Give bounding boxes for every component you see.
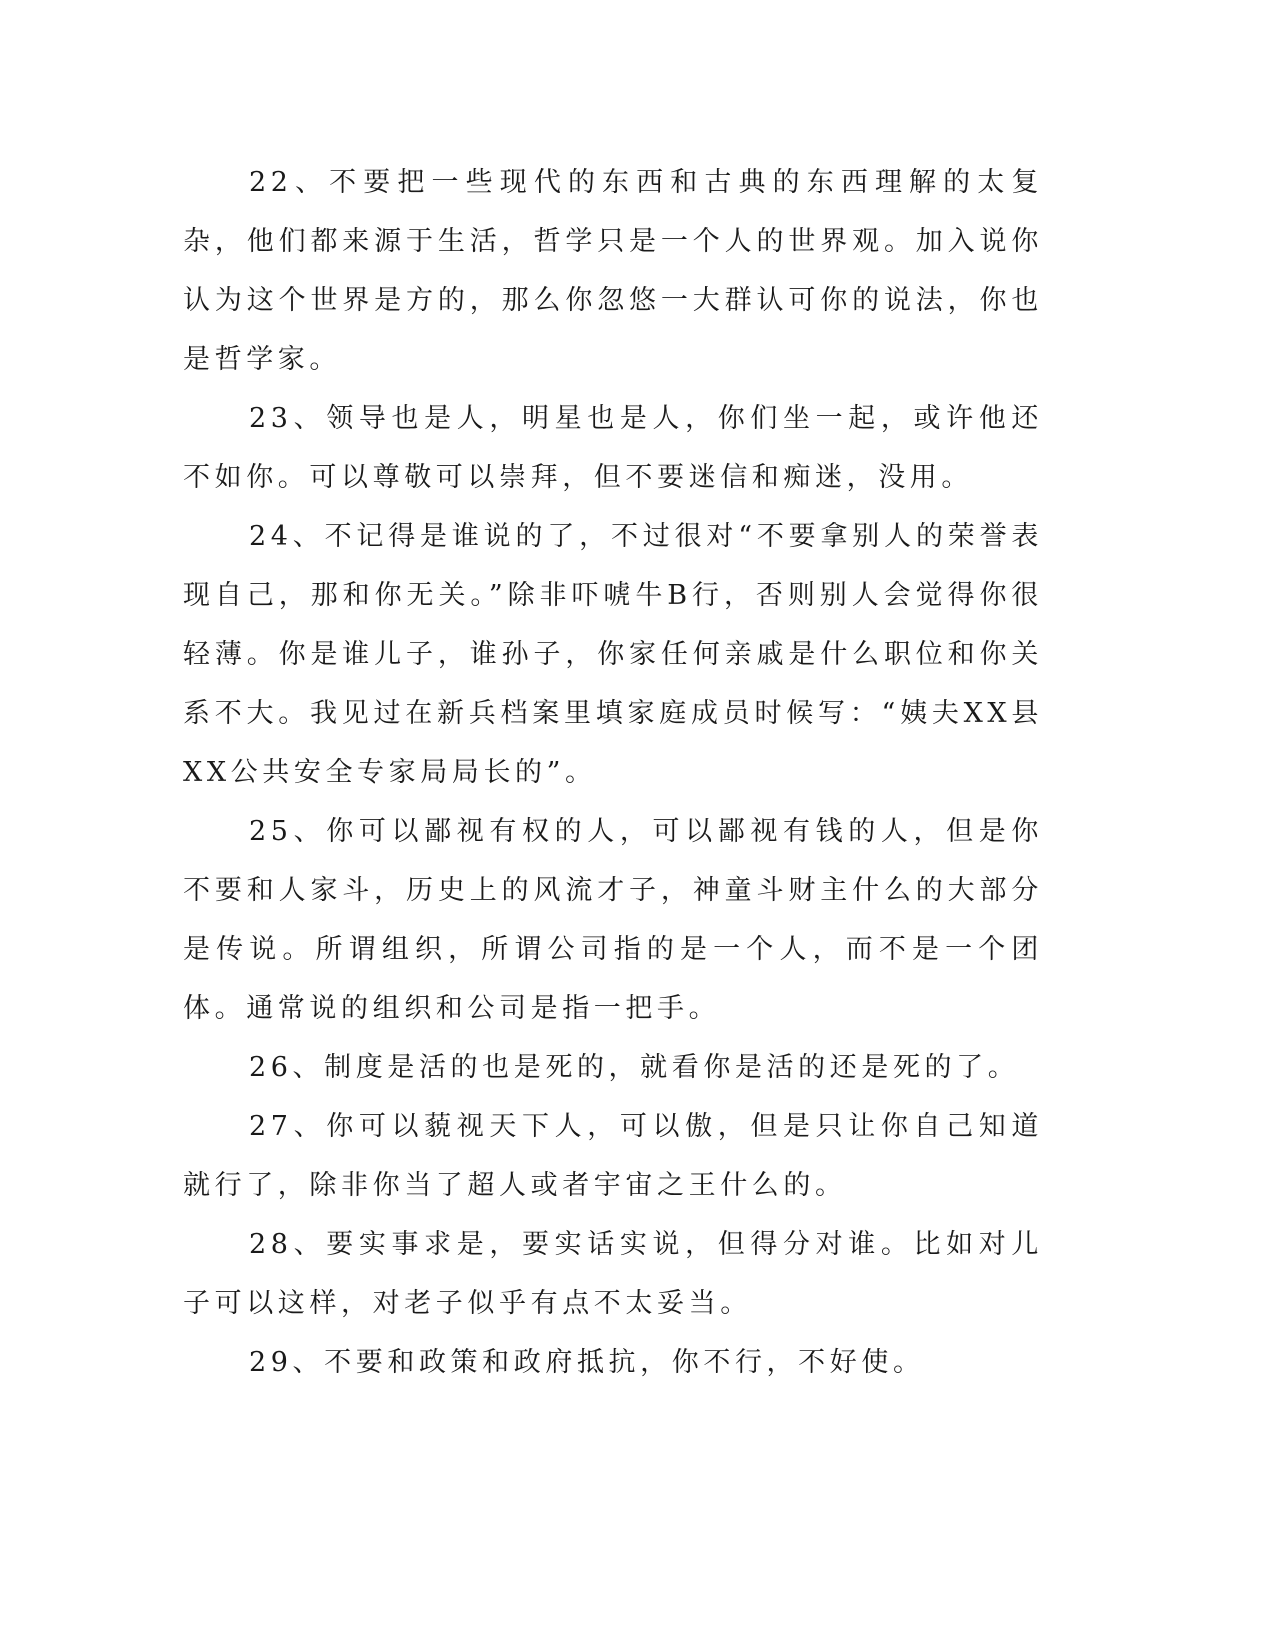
body-text bbox=[183, 153, 1043, 1392]
paragraph-26: 26、制度是活的也是死的，就看你是活的还是死的了。 bbox=[249, 1052, 1020, 1083]
paragraph-25: 25、你可以鄙视有权的人，可以鄙视有钱的人，但是你不要和人家斗，历史上的风流才子，神童斗财主什么的大部分是传说。所谓组织，所谓公司指的是一个人，而不是一个团体。通常说的组织和公司是指一把手。 bbox=[183, 816, 1043, 1024]
paragraph-27: 27、你可以藐视天下人，可以傲，但是只让你自己知道就行了，除非你当了超人或者宇宙之王什么的。 bbox=[183, 1111, 1043, 1201]
paragraph-23: 23、领导也是人，明星也是人，你们坐一起，或许他还不如你。可以尊敬可以崇拜，但不要迷信和痴迷，没用。 bbox=[183, 403, 1043, 493]
paragraph-22: 22、不要把一些现代的东西和古典的东西理解的太复杂，他们都来源于生活，哲学只是一个人的世界观。加入说你认为这个世界是方的，那么你忽悠一大群认可你的说法，你也是哲学家。 bbox=[183, 167, 1043, 375]
paragraph-24: 24、不记得是谁说的了，不过很对“不要拿别人的荣誉表现自己，那和你无关。”除非吓唬牛B行，否则别人会觉得你很轻薄。你是谁儿子，谁孙子，你家任何亲戚是什么职位和你关系不大。我见过在新兵档案里填家庭成员时候写：“姨夫XX县XX公共安全专家局局长的”。 bbox=[183, 521, 1043, 788]
paragraph-29: 29、不要和政策和政府抵抗，你不行，不好使。 bbox=[249, 1347, 925, 1378]
paragraph-28: 28、要实事求是，要实话实说，但得分对谁。比如对儿子可以这样，对老子似乎有点不太妥当。 bbox=[183, 1229, 1043, 1319]
